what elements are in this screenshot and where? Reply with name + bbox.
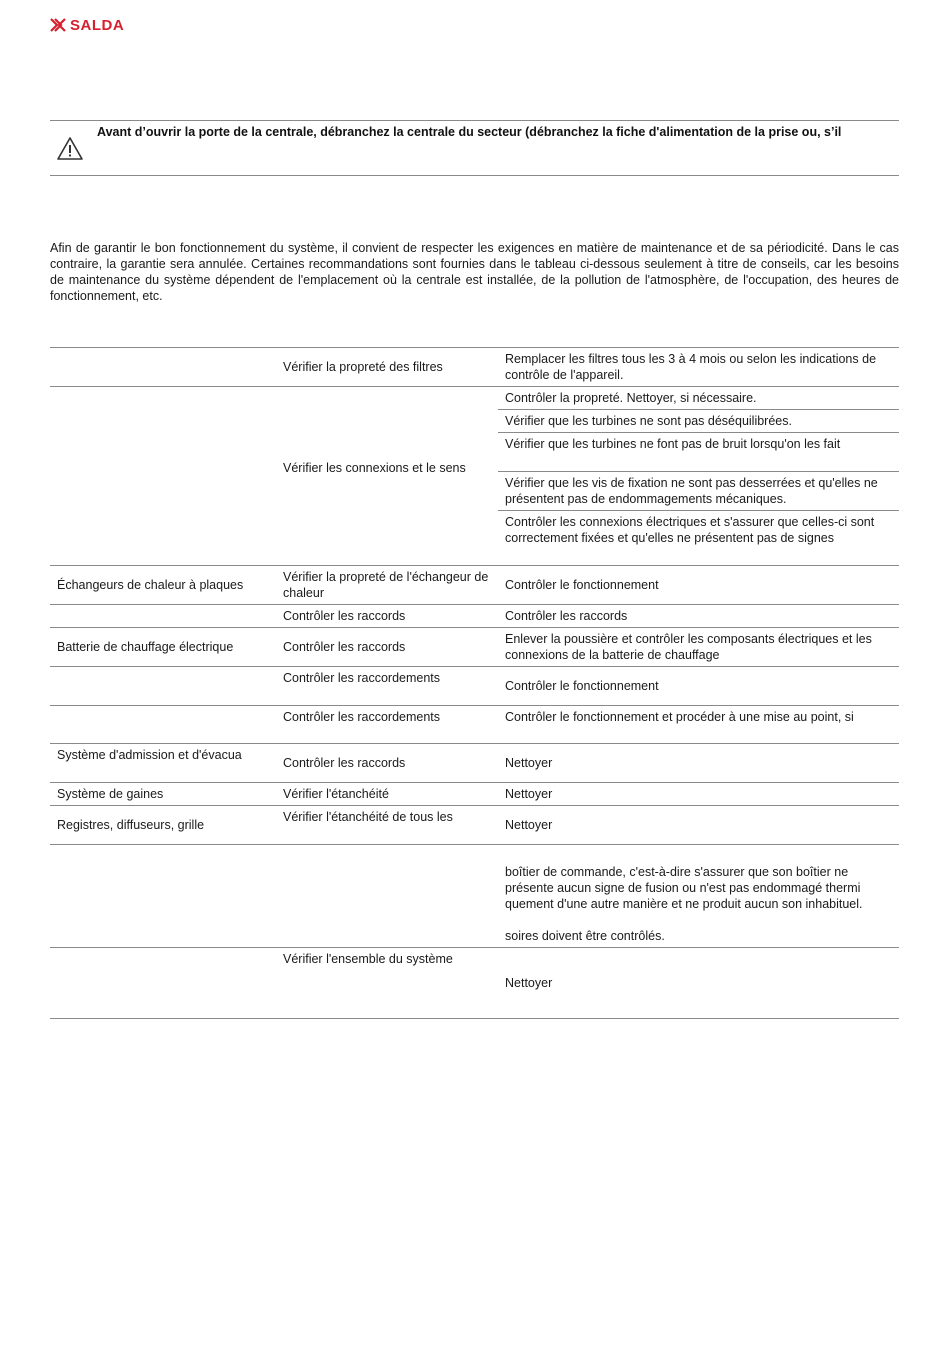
table-cell-component: Échangeurs de chaleur à plaques: [57, 578, 244, 592]
warning-text: Avant d’ouvrir la porte de la centrale, débranchez la centrale du secteur (débranchez la fiche d'alimentation de la prise ou, s’il: [97, 125, 842, 139]
table-row: [50, 386, 899, 566]
table-cell-action: boîtier de commande, c'est-à-dire s'assurer que son boîtier ne présente aucun signe de fusion ou n'est pas endommagé thermi quement d'une autre manière et ne produit aucun son inhabituel.: [505, 865, 863, 911]
table-row: [50, 705, 899, 744]
table-cell-action: Vérifier que les turbines ne sont pas déséquilibrées.: [505, 414, 792, 428]
table-bottom-border: [50, 1018, 899, 1019]
table-row: [50, 805, 899, 845]
table-cell-action: Contrôler le fonctionnement: [505, 578, 659, 592]
table-cell-action: Contrôler le fonctionnement: [505, 679, 659, 693]
table-cell-component: Batterie de chauffage électrique: [57, 640, 234, 654]
table-cell-action: Remplacer les filtres tous les 3 à 4 mois ou selon les indications de contrôle de l'appareil.: [505, 352, 877, 382]
table-row: [50, 565, 899, 605]
table-row: [50, 947, 899, 1019]
table-cell-check: Vérifier les connexions et le sens: [283, 461, 466, 475]
table-cell-action: Nettoyer: [505, 976, 553, 990]
table-cell-check: Contrôler les raccords: [283, 609, 406, 623]
warning-box: [50, 120, 899, 176]
table-cell-action: Vérifier que les turbines ne font pas de bruit lorsqu'on les fait: [505, 437, 841, 451]
table-cell-action: Enlever la poussière et contrôler les composants électriques et les connexions de la batterie de chauffage: [505, 632, 872, 662]
table-cell-action: Vérifier que les vis de fixation ne sont pas desserrées et qu'elles ne présentent pas de endommagements mécaniques.: [505, 476, 878, 506]
table-row: [50, 604, 899, 628]
table-cell-check: Vérifier la propreté de l'échangeur de chaleur: [283, 570, 489, 600]
sub-divider: [498, 432, 899, 433]
table-cell-action: soires doivent être contrôlés.: [505, 929, 665, 943]
table-cell-check: Contrôler les raccords: [283, 756, 406, 770]
table-row: [50, 844, 899, 948]
table-cell-action: Nettoyer: [505, 787, 553, 801]
table-cell-component: Registres, diffuseurs, grille: [57, 818, 205, 832]
table-cell-action: Nettoyer: [505, 818, 553, 832]
table-row: [50, 627, 899, 667]
salda-logo: [50, 16, 124, 34]
table-cell-check: Contrôler les raccords: [283, 640, 406, 654]
table-cell-action: Contrôler les connexions électriques et s'assurer que celles-ci sont correctement fixées et qu'elles ne présentent pas de signes: [505, 515, 875, 545]
table-row: [50, 347, 899, 387]
brand-name: SALDA: [70, 16, 125, 34]
sub-divider: [498, 409, 899, 410]
table-cell-check: Contrôler les raccordements: [283, 710, 441, 724]
table-row: [50, 666, 899, 706]
table-cell-check: Vérifier l'étanchéité: [283, 787, 389, 801]
table-cell-action: Nettoyer: [505, 756, 553, 770]
table-cell-action: Contrôler le fonctionnement et procéder à une mise au point, si: [505, 710, 854, 724]
table-row: [50, 743, 899, 783]
sub-divider: [498, 471, 899, 472]
salda-logo-icon: [50, 18, 66, 32]
table-cell-check: Vérifier l'étanchéité de tous les: [283, 810, 453, 824]
intro-paragraph: Afin de garantir le bon fonctionnement du système, il convient de respecter les exigences en matière de maintenance et de sa périodicité. Dans le cas contraire, la garantie sera annulée. Certaines recommandations sont fournies dans le tableau ci-dessous seulement à titre de conseils, car les besoins de maintenance du système dépendent de l'emplacement où la centrale est installée, de la pollution de l'atmosphère, de l'occupation, des heures de fonctionnement, etc.: [50, 241, 899, 303]
table-cell-check: Vérifier la propreté des filtres: [283, 360, 443, 374]
table-cell-action: Contrôler les raccords: [505, 609, 628, 623]
table-cell-component: Système de gaines: [57, 787, 164, 801]
table-cell-component: Système d'admission et d'évacua: [57, 748, 242, 762]
table-cell-check: Vérifier l'ensemble du système: [283, 952, 453, 966]
sub-divider: [498, 510, 899, 511]
table-cell-check: Contrôler les raccordements: [283, 671, 441, 685]
table-cell-action: Contrôler la propreté. Nettoyer, si nécessaire.: [505, 391, 757, 405]
table-row: [50, 782, 899, 806]
warning-triangle-icon: [56, 136, 84, 161]
